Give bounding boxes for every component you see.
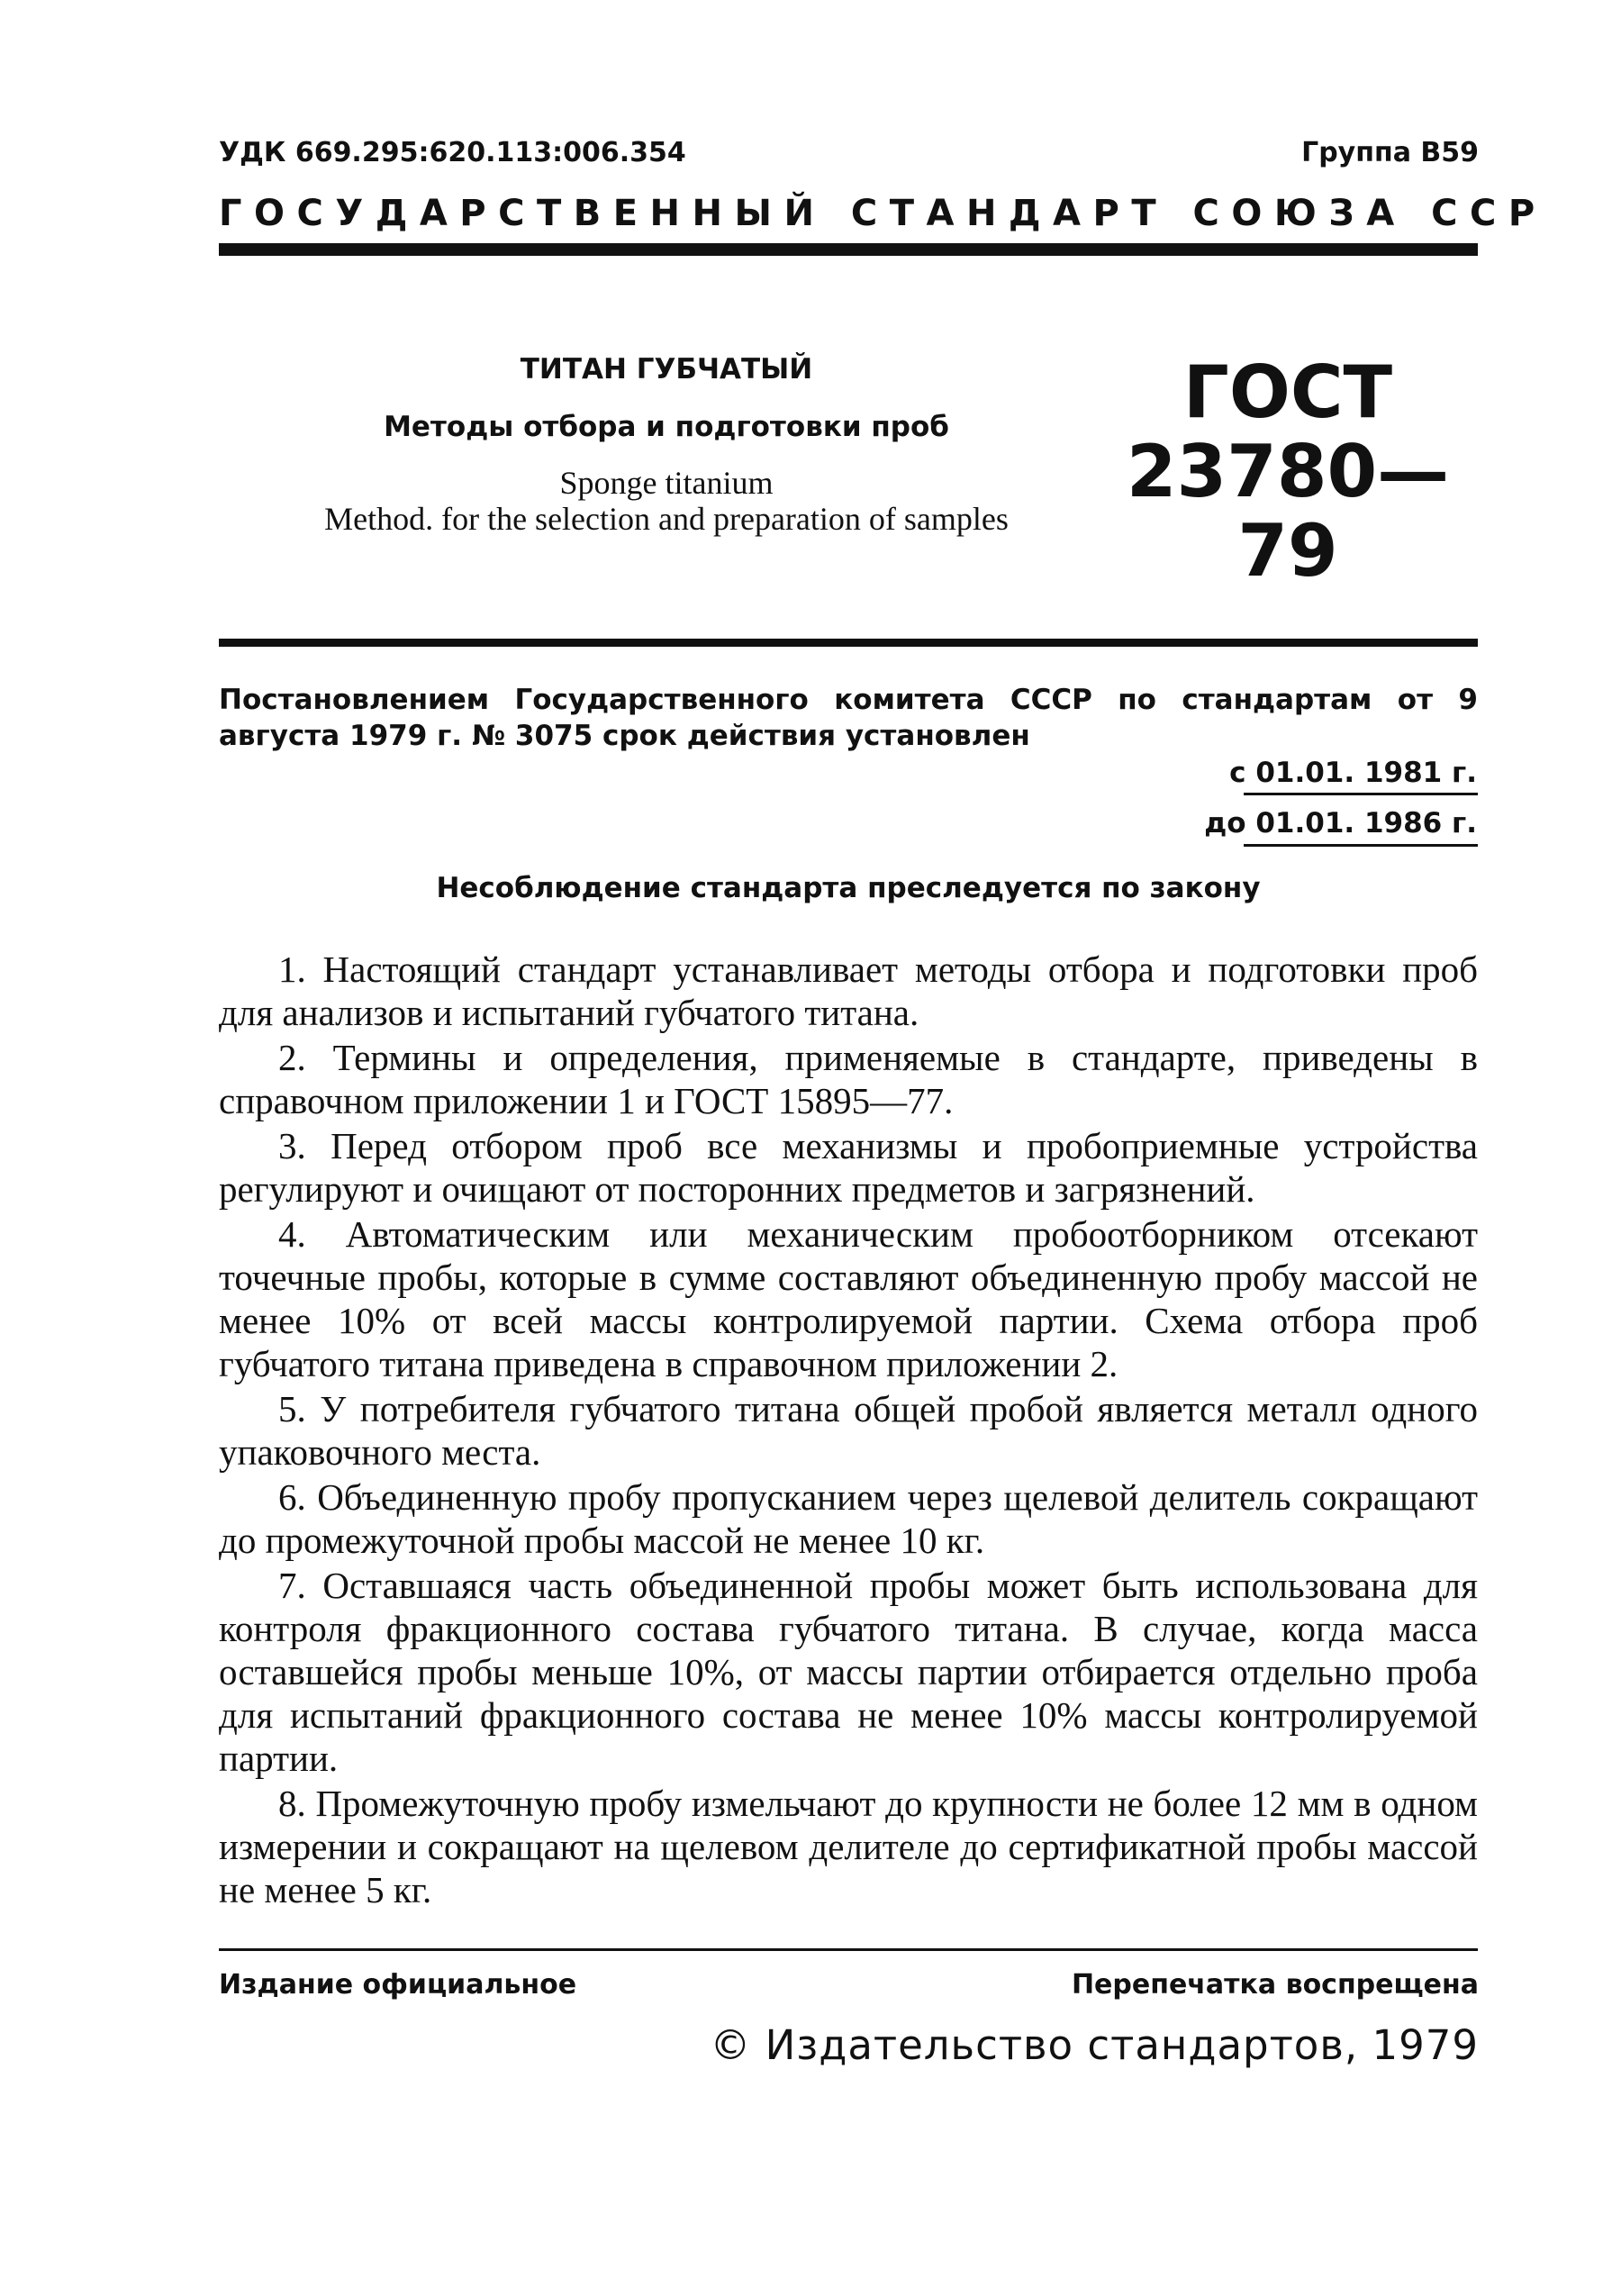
edition-note: Издание официальное (219, 1969, 577, 2001)
state-standard-heading: ГОСУДАРСТВЕННЫЙ СТАНДАРТ СОЮЗА ССР (219, 193, 1547, 234)
paragraph-2: 2. Термины и определения, применяемые в стандарте, приведены в справочном приложении 1 и ГОСТ 15895—77. (219, 1037, 1478, 1121)
paragraph-6: 6. Объединенную пробу пропусканием через щелевой делитель сокращают до промежуточной пробы массой не менее 10 кг. (219, 1476, 1478, 1561)
standard-body (219, 948, 1478, 1913)
valid-to-underline (1244, 844, 1478, 847)
subtitle-ru: Методы отбора и подготовки проб (384, 411, 949, 443)
valid-from-underline (1244, 793, 1478, 795)
paragraph-1: 1. Настоящий стандарт устанавливает методы отбора и подготовки проб для анализов и испытаний губчатого титана. (219, 948, 1478, 1033)
decree-text: Постановлением Государственного комитета СССР по стандартам от 9 августа 1979 г. № 3075 срок действия установлен (219, 684, 1478, 752)
valid-from: с 01.01. 1981 г. (1229, 757, 1477, 789)
title-ru: ТИТАН ГУБЧАТЫЙ (520, 353, 813, 386)
gost-label: ГОСТ (1182, 350, 1393, 434)
footer-divider (219, 1948, 1478, 1951)
gost-number: 23780—79 (1126, 430, 1450, 593)
gost-designation (1117, 350, 1459, 593)
paragraph-4: 4. Автоматическим или механическим пробоотборником отсекают точечные пробы, которые в сумме составляют объединенную пробу массой не менее 10% от всей массы контролируемой партии. Схема отбора проб губчатого титана приведена в справочном приложении 2. (219, 1213, 1478, 1384)
reprint-note: Перепечатка воспрещена (1071, 1969, 1479, 2001)
title-block (216, 353, 1117, 537)
valid-to: до 01.01. 1986 г. (1204, 807, 1477, 839)
group-code: Группа В59 (1301, 137, 1479, 168)
paragraph-3: 3. Перед отбором проб все механизмы и пробоприемные устройства регулируют и очищают от посторонних предметов и загрязнений. (219, 1125, 1478, 1210)
subtitle-en: Method. for the selection and preparation of samples (324, 501, 1009, 537)
title-en: Sponge titanium (559, 465, 774, 501)
copyright-line: © Издательство стандартов, 1979 (710, 2021, 1479, 2069)
title-divider (219, 639, 1478, 647)
udk-code: УДК 669.295:620.113:006.354 (219, 137, 686, 168)
header-divider (219, 243, 1478, 256)
paragraph-5: 5. У потребителя губчатого титана общей пробой является металл одного упаковочного места. (219, 1388, 1478, 1473)
paragraph-7: 7. Оставшаяся часть объединенной пробы может быть использована для контроля фракционного состава губчатого титана. В случае, когда масса оставшейся пробы меньше 10%, от массы партии отбирается отдельно проба для испытаний фракционного состава не менее 10% массы контролируемой партии. (219, 1565, 1478, 1779)
law-notice: Несоблюдение стандарта преследуется по закону (436, 872, 1261, 904)
paragraph-8: 8. Промежуточную пробу измельчают до крупности не более 12 мм в одном измерении и сокращают на щелевом делителе до сертификатной пробы массой не менее 5 кг. (219, 1783, 1478, 1910)
